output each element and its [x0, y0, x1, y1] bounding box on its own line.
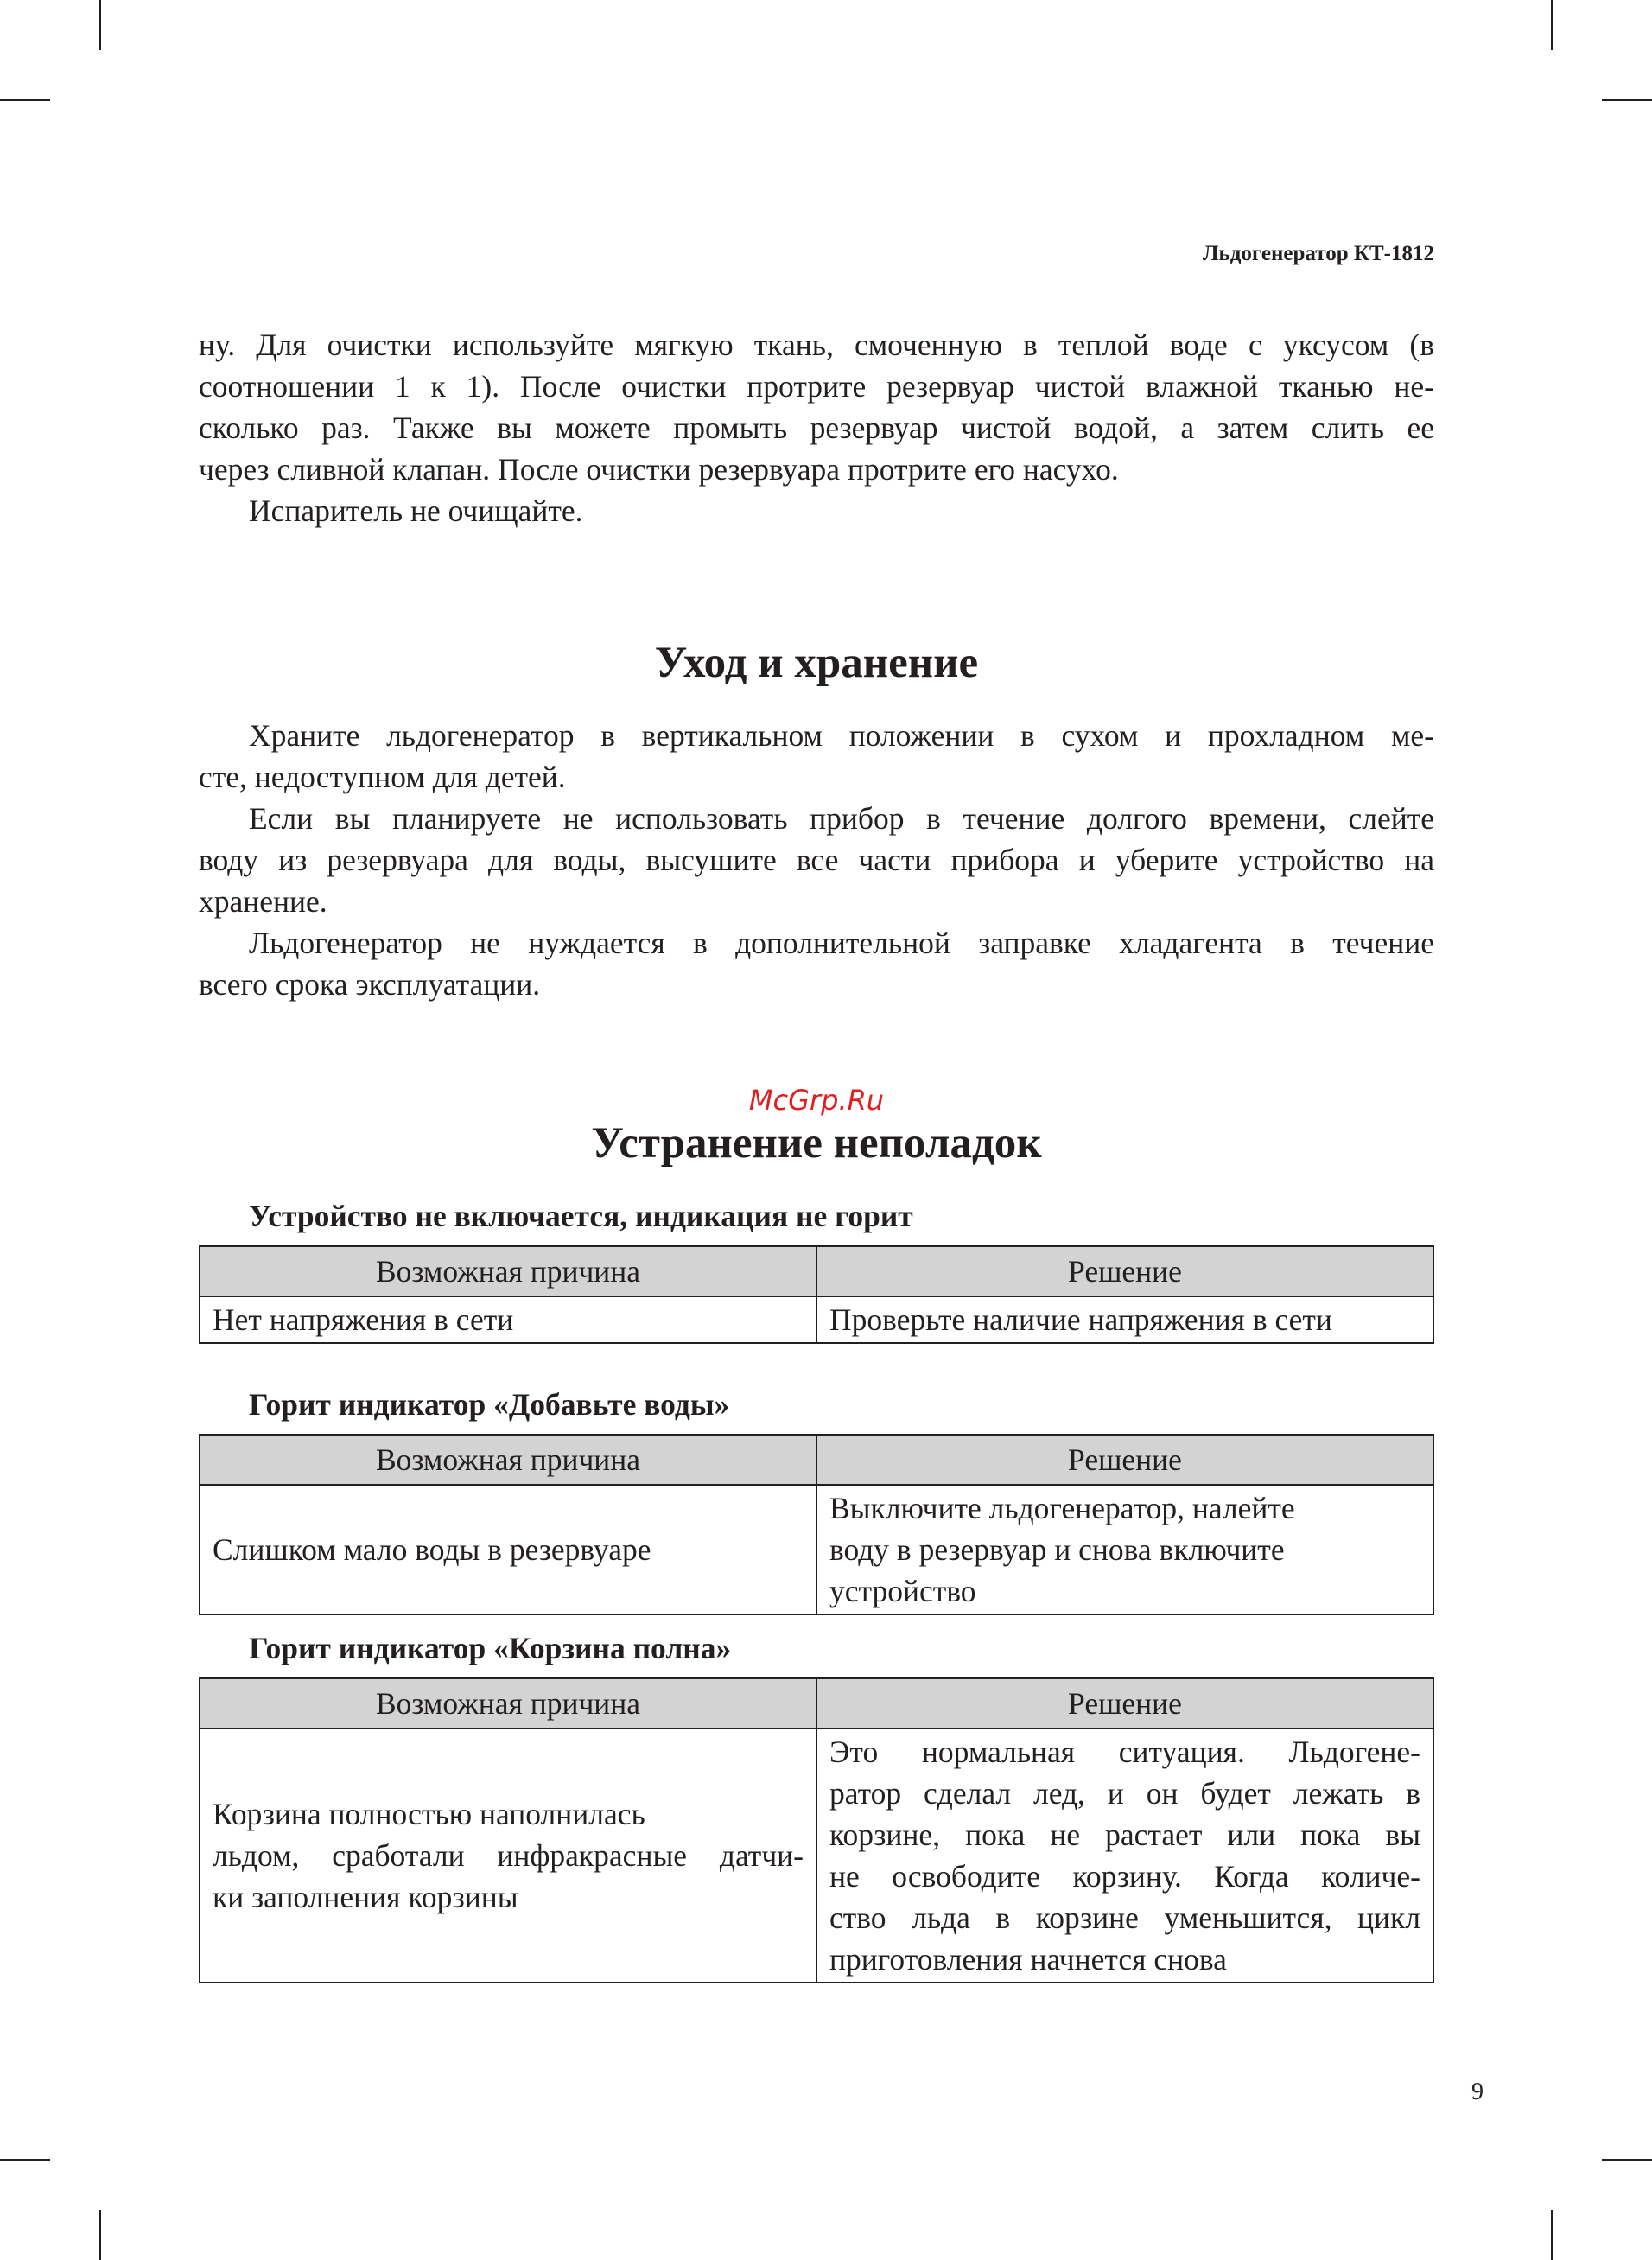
solution-cell [816, 1296, 1433, 1343]
crop-mark [99, 2210, 101, 2260]
cell-line: ки заполнения корзины [213, 1880, 518, 1914]
cell-line: ство льда в корзине уменьшится, цикл [829, 1900, 1420, 1935]
troubleshooting-title: Устранение неполадок [591, 1119, 1042, 1168]
solution-column-header: Решение [816, 1678, 1433, 1728]
cause-cell [200, 1485, 816, 1614]
issue-heading: Устройство не включается, индикация не горит [249, 1199, 913, 1233]
crop-mark [1551, 0, 1553, 50]
intro-line: соотношении 1 к 1). После очистки протрите резервуар чистой влажной тканью не- [199, 369, 1434, 404]
table-header-row [200, 1435, 1433, 1485]
care-line: сте, недоступном для детей. [199, 760, 566, 794]
cell-line: устройство [829, 1574, 976, 1608]
intro-line: через сливной клапан. После очистки резервуара протрите его насухо. [199, 452, 1119, 487]
cell-line: Нет напряжения в сети [213, 1302, 514, 1337]
solution-cell [816, 1728, 1433, 1983]
cell-line: воду в резервуар и снова включите [829, 1532, 1285, 1567]
care-line: Храните льдогенератор в вертикальном положении в сухом и прохладном ме- [249, 718, 1434, 753]
table-row [200, 1485, 1433, 1614]
solution-cell [816, 1485, 1433, 1614]
care-line: всего срока эксплуатации. [199, 967, 541, 1002]
cell-line: Выключите льдогенератор, налейте [829, 1491, 1295, 1525]
intro-line: сколько раз. Также вы можете промыть резервуар чистой водой, а затем слить ее [199, 411, 1434, 445]
cell-line: Корзина полностью наполнилась [213, 1797, 645, 1831]
solution-column-header: Решение [816, 1435, 1433, 1485]
running-header: Льдогенератор КТ-1812 [1202, 242, 1434, 265]
cell-line: не освободите корзину. Когда количе- [829, 1859, 1420, 1894]
cell-line: Проверьте наличие напряжения в сети [829, 1302, 1332, 1337]
care-title: Уход и хранение [654, 639, 979, 687]
cause-column-header: Возможная причина [200, 1246, 816, 1296]
table-row [200, 1296, 1433, 1343]
crop-mark [1602, 2159, 1652, 2161]
crop-mark [0, 2159, 50, 2161]
cause-cell [200, 1728, 816, 1983]
issue-table [199, 1677, 1434, 1983]
care-line: воду из резервуара для воды, высушите все части прибора и уберите устройство на [199, 843, 1434, 877]
cause-column-header: Возможная причина [200, 1678, 816, 1728]
cell-line: Это нормальная ситуация. Льдогене- [829, 1735, 1420, 1769]
cause-cell [200, 1296, 816, 1343]
issue-heading: Горит индикатор «Добавьте воды» [249, 1387, 730, 1422]
intro-note: Испаритель не очищайте. [249, 493, 583, 528]
care-line: Если вы планируете не использовать прибор в течение долгого времени, слейте [249, 801, 1434, 836]
table-row [200, 1728, 1433, 1983]
page-content [199, 324, 1434, 1983]
issue-table [199, 1245, 1434, 1344]
crop-mark [0, 99, 50, 101]
issue-table [199, 1434, 1434, 1615]
care-line: хранение. [199, 884, 327, 919]
cell-line: приготовления начнется снова [829, 1942, 1227, 1977]
crop-mark [99, 0, 101, 50]
cause-column-header: Возможная причина [200, 1435, 816, 1485]
cell-line: Слишком мало воды в резервуаре [213, 1532, 651, 1567]
crop-mark [1602, 99, 1652, 101]
issue-heading: Горит индикатор «Корзина полна» [249, 1631, 732, 1665]
cell-line: корзине, пока не растает или пока вы [829, 1818, 1420, 1852]
intro-line: ну. Для очистки используйте мягкую ткань, смоченную в теплой воде с уксусом (в [199, 328, 1434, 362]
crop-mark [1551, 2210, 1553, 2260]
solution-column-header: Решение [816, 1246, 1433, 1296]
page-number: 9 [1471, 2079, 1484, 2105]
care-section [199, 715, 1434, 1005]
intro-paragraph [199, 324, 1434, 532]
table-header-row [200, 1678, 1433, 1728]
care-line: Льдогенератор не нуждается в дополнительной заправке хладагента в течение [249, 926, 1434, 960]
cell-line: льдом, сработали инфракрасные датчи- [213, 1838, 804, 1873]
watermark: McGrp.Ru [748, 1084, 885, 1117]
table-header-row [200, 1246, 1433, 1296]
cell-line: ратор сделал лед, и он будет лежать в [829, 1776, 1420, 1811]
